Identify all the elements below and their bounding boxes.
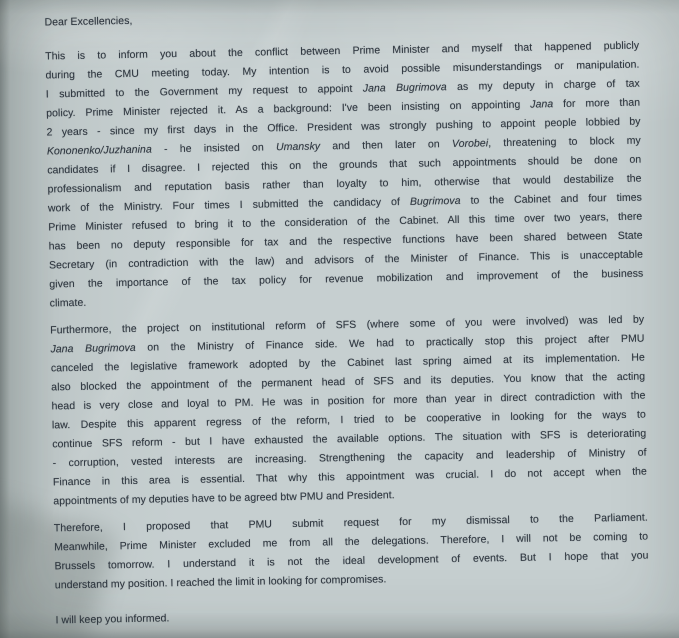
- text-line: appointments of my deputies have to be agreed btw PMU and President.: [53, 489, 395, 508]
- text-line: policy. Prime Minister rejected it. As a background: I've been insisting on appointing Jana for more than: [46, 96, 641, 120]
- text-line: 2 years - since my first days in the Office. President was strongly pushing to appoint people lobbied by: [46, 115, 641, 139]
- paragraph: [54, 509, 649, 596]
- salutation: Dear Excellencies,: [44, 14, 133, 29]
- text-line: also blocked the appointment of the permanent head of SFS and its deputies. You know that the acting: [51, 370, 646, 394]
- text-line: Therefore, I proposed that PMU submit request for my dismissal to the Parliament.: [53, 511, 648, 535]
- closing-line: I will keep you informed.: [55, 612, 170, 627]
- text-line: Furthermore, the project on institutional reform of SFS (where some of you were involved) was led by: [50, 313, 645, 337]
- text-line: Secretary (in contradiction with the law) and advisors of the Minister of Finance. This is unacceptable: [48, 248, 644, 272]
- text-line: work of the Ministry. Four times I submitted the candidacy of Bugrimova to the Cabinet and four times: [47, 191, 642, 215]
- text-line: Kononenko/Juzhanina - he insisted on Umansky and then later on Vorobei, threatening to block my: [46, 134, 641, 158]
- paragraph: [45, 37, 644, 314]
- text-line: continue SFS reform - but I have exhausted the available options. The situation with SFS is deteriorating: [52, 427, 647, 451]
- text-line: Brussels tomorrow. I understand it is not the ideal development of events. But I hope that you: [54, 549, 649, 573]
- letter-content: [44, 3, 649, 631]
- text-line: Prime Minister refused to bring it to the consideration of the Cabinet. All this time over two years, there: [48, 210, 643, 234]
- text-line: during the CMU meeting today. My intention is to avoid possible misunderstandings or manipulation.: [45, 58, 640, 82]
- letter-paragraphs: [45, 37, 649, 596]
- text-line: climate.: [49, 296, 87, 310]
- text-line: professionalism and reputation basis rather than loyalty to him, otherwise that would destabilize the: [47, 172, 642, 196]
- text-line: head is very close and loyal to PM. He was in position for more than year in direct contradiction with the: [51, 389, 646, 413]
- paragraph: [50, 311, 647, 512]
- text-line: Meanwhile, Prime Minister excluded me from all the delegations. Therefore, I will not be coming to: [54, 530, 649, 554]
- text-line: given the importance of the tax policy for revenue mobilization and improvement of the business: [49, 267, 644, 291]
- text-line: This is to inform you about the conflict between Prime Minister and myself that happened publicly: [45, 39, 640, 63]
- text-line: law. Despite this apparent regress of the reform, I tried to be cooperative in looking for the ways to: [51, 408, 646, 432]
- text-line: Jana Bugrimova on the Ministry of Finance side. We had to practically stop this project after PMU: [50, 332, 645, 356]
- text-line: has been no deputy responsible for tax and the respective functions have been shared between State: [48, 229, 643, 253]
- text-line: understand my position. I reached the limit in looking for compromises.: [54, 573, 387, 592]
- text-line: I submitted to the Government my request to appoint Jana Bugrimova as my deputy in charge of tax: [45, 77, 640, 101]
- text-line: - corruption, vested interests are increasing. Strengthening the capacity and leadership of Ministry of: [52, 446, 647, 470]
- text-line: candidates if I disagree. I rejected this on the grounds that such appointments should be done on: [47, 153, 642, 177]
- text-line: canceled the legislative framework adopted by the Cabinet last spring aimed at its implementation. He: [50, 351, 645, 375]
- text-line: Finance in this area is essential. That why this appointment was crucial. I do not accept when the: [52, 465, 648, 489]
